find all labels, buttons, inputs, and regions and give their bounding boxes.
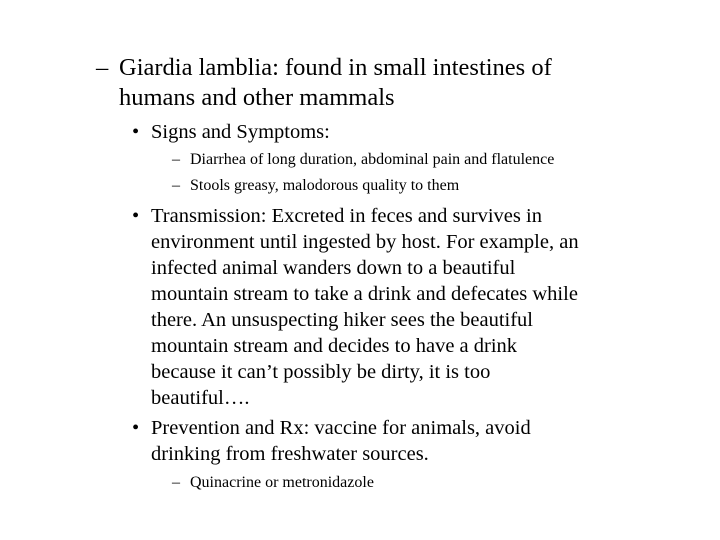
prevention-line-1: Prevention and Rx: vaccine for animals, avoid <box>151 417 531 439</box>
transmission-line-1: Transmission: Excreted in feces and survives in <box>151 205 542 227</box>
transmission-bullet: • <box>132 205 140 227</box>
transmission-line-3: infected animal wanders down to a beautiful <box>151 257 516 279</box>
transmission-line-2: environment until ingested by host. For example, an <box>151 231 579 253</box>
heading-dash-marker: – <box>96 54 109 81</box>
signs-item-1-dash: – <box>172 151 180 168</box>
signs-bullet: • <box>132 121 140 143</box>
transmission-line-7: because it can’t possibly be dirty, it is too <box>151 361 491 383</box>
signs-label: Signs and Symptoms: <box>151 121 330 143</box>
transmission-line-4: mountain stream to take a drink and defecates while <box>151 283 578 305</box>
signs-item-2-dash: – <box>172 177 180 194</box>
signs-item-1: Diarrhea of long duration, abdominal pain and flatulence <box>190 151 555 168</box>
transmission-line-6: mountain stream and decides to have a drink <box>151 335 518 357</box>
signs-item-2: Stools greasy, malodorous quality to them <box>190 177 460 194</box>
heading-line-2: humans and other mammals <box>119 84 395 111</box>
prevention-item-1-dash: – <box>172 474 180 491</box>
prevention-item-1: Quinacrine or metronidazole <box>190 474 374 491</box>
prevention-bullet: • <box>132 417 140 439</box>
prevention-line-2: drinking from freshwater sources. <box>151 443 429 465</box>
heading-line-1: Giardia lamblia: found in small intestines of <box>119 54 552 81</box>
transmission-line-8: beautiful…. <box>151 387 250 409</box>
transmission-line-5: there. An unsuspecting hiker sees the beautiful <box>151 309 533 331</box>
